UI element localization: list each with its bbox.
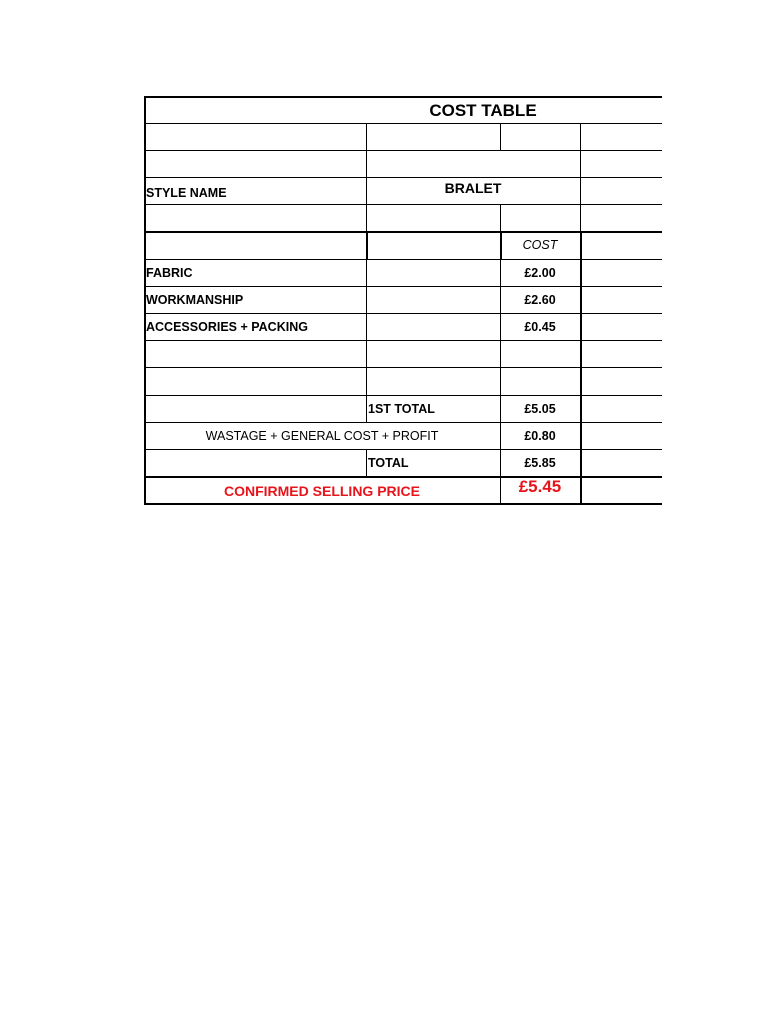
item-label-accessories: ACCESSORIES + PACKING: [146, 320, 308, 334]
grid-line: [366, 259, 367, 395]
item-label-workmanship: WORKMANSHIP: [146, 293, 244, 307]
item-cost-accessories: £0.45: [524, 320, 556, 334]
wastage-label: WASTAGE + GENERAL COST + PROFIT: [205, 429, 439, 443]
total-value: £5.85: [524, 456, 556, 470]
first-total-label: 1ST TOTAL: [368, 402, 435, 416]
grid-line: [366, 204, 367, 231]
cost-table: [144, 96, 662, 505]
grid-line: [500, 204, 501, 231]
wastage-value: £0.80: [524, 429, 556, 443]
grid-line: [580, 259, 582, 395]
grid-line: [580, 123, 581, 150]
grid-line: [144, 231, 662, 233]
grid-line: [500, 123, 501, 150]
confirmed-price-label: CONFIRMED SELLING PRICE: [223, 482, 420, 499]
grid-line: [144, 150, 662, 151]
grid-line: [144, 123, 662, 124]
cost-column-header: COST: [522, 237, 558, 252]
item-cost-workmanship: £2.60: [524, 293, 556, 307]
table-title: COST TABLE: [429, 100, 537, 120]
grid-line: [580, 476, 582, 504]
style-name-value: BRALET: [444, 180, 502, 196]
grid-line: [580, 449, 582, 476]
item-label-fabric: FABRIC: [146, 266, 193, 280]
grid-line: [144, 204, 662, 205]
grid-line: [144, 367, 662, 368]
total-label: TOTAL: [368, 456, 409, 470]
grid-line: [144, 340, 662, 341]
item-cost-fabric: £2.00: [524, 266, 556, 280]
grid-line: [580, 422, 582, 449]
confirmed-price-value: £5.45: [518, 477, 562, 496]
grid-line: [580, 150, 581, 204]
grid-line: [366, 231, 368, 259]
style-name-label: STYLE NAME: [146, 186, 227, 200]
grid-line: [144, 503, 662, 505]
grid-line: [366, 123, 367, 150]
grid-line: [580, 231, 582, 259]
grid-line: [580, 204, 581, 231]
first-total-value: £5.05: [524, 402, 556, 416]
grid-line: [580, 395, 582, 422]
